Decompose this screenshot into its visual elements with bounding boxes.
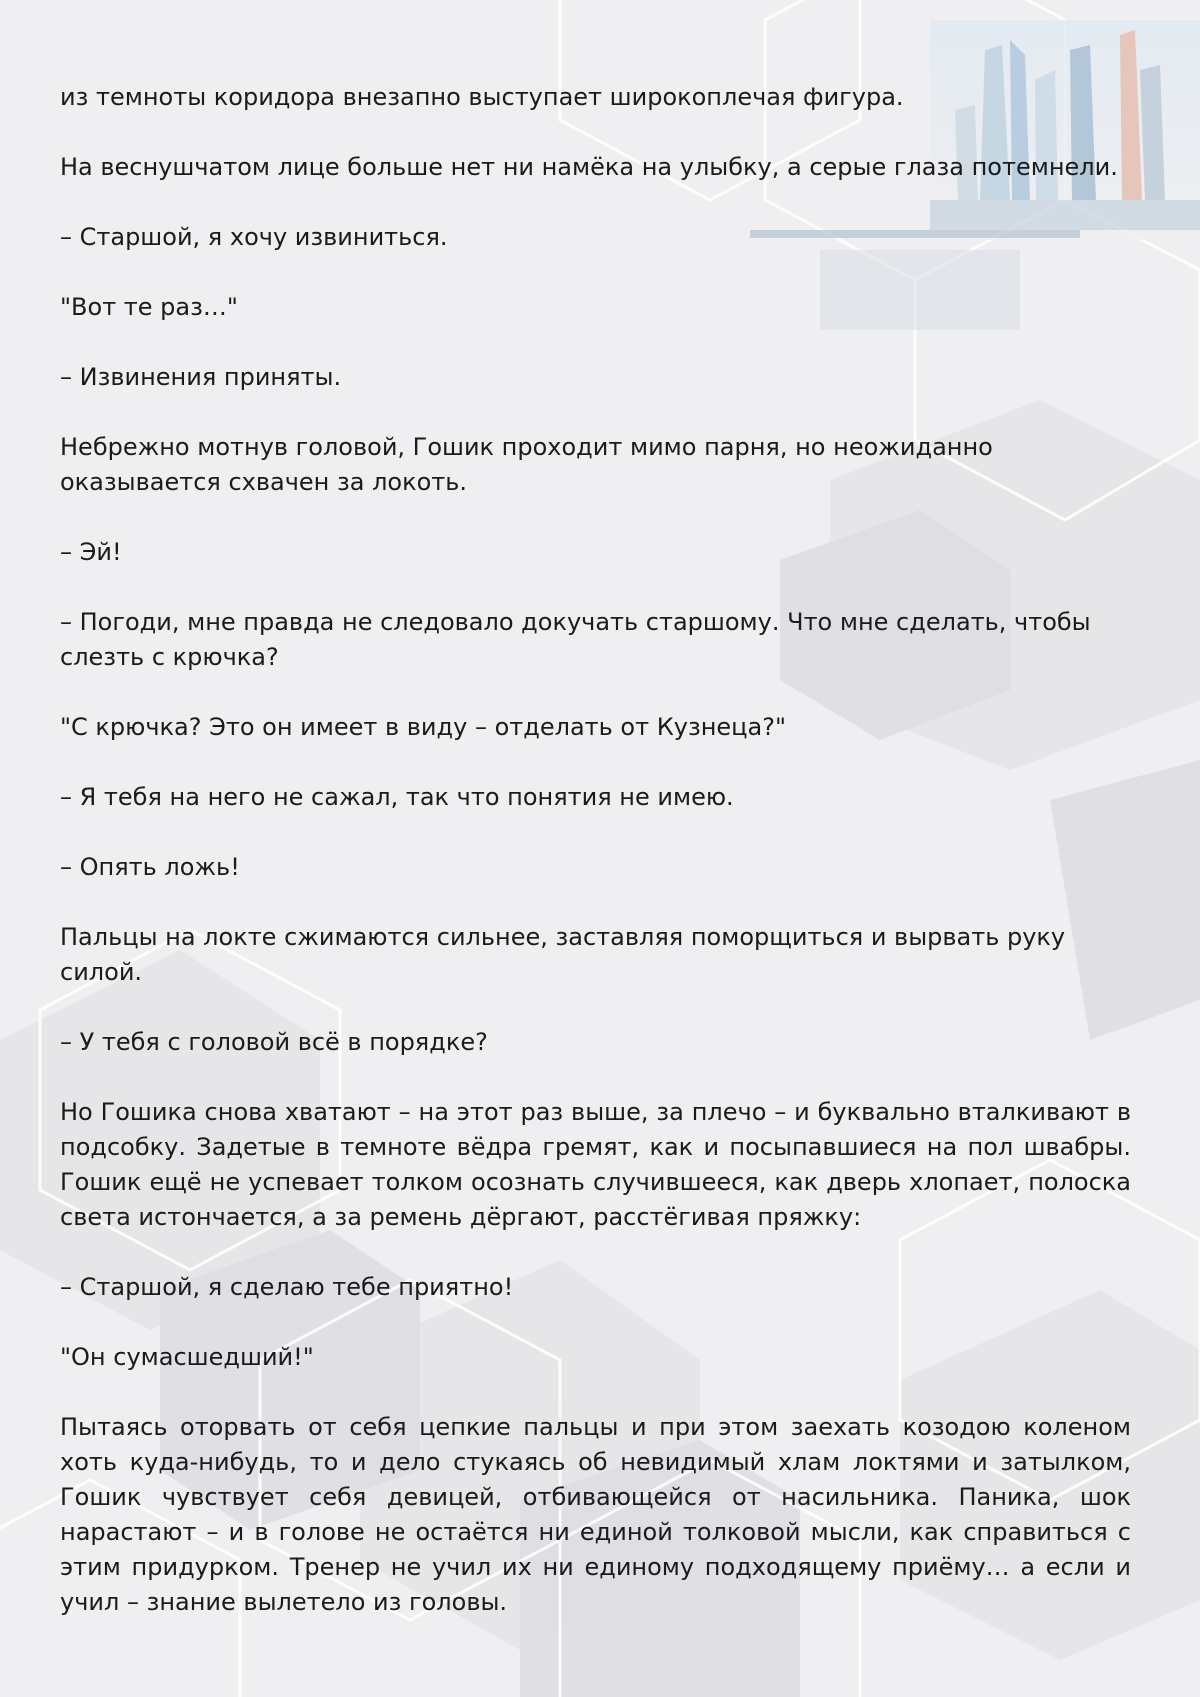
paragraph: "Вот те раз…" xyxy=(60,293,238,321)
paragraph: – У тебя с головой всё в порядке? xyxy=(60,1028,488,1056)
paragraph: – Извинения приняты. xyxy=(60,363,342,391)
paragraph: Пытаясь оторвать от себя цепкие пальцы и при этом заехать козодою коленом хоть куда-нибудь, то и дело стукаясь об невидимый хлам локтями и затылком, Гошик чувствует себя девицей, отбивающейся от насильника. Паника, шок нарастают – и в голове не остаётся ни единой толковой мысли, как справиться с этим придурком. Тренер не учил их ни единому подходящему приёму… а если и учил – знание вылетело из головы. xyxy=(60,1413,1131,1616)
paragraph: Но Гошика снова хватают – на этот раз выше, за плечо – и буквально вталкивают в подсобку. Задетые в темноте вёдра гремят, как и посыпавшиеся на пол швабры. Гошик ещё не успевает толком осознать случившееся, как дверь хлопает, полоска света истончается, а за ремень дёргают, расстёгивая пряжку: xyxy=(60,1098,1131,1231)
page-text xyxy=(60,80,1131,1655)
paragraph: – Старшой, я хочу извиниться. xyxy=(60,223,448,251)
paragraph: из темноты коридора внезапно выступает широкоплечая фигура. xyxy=(60,83,904,111)
paragraph: – Я тебя на него не сажал, так что понятия не имею. xyxy=(60,783,734,811)
paragraph: Небрежно мотнув головой, Гошик проходит мимо парня, но неожиданно оказывается схвачен за локоть. xyxy=(60,433,993,496)
paragraph: – Старшой, я сделаю тебе приятно! xyxy=(60,1273,514,1301)
paragraph: – Эй! xyxy=(60,538,122,566)
paragraph: На веснушчатом лице больше нет ни намёка на улыбку, а серые глаза потемнели. xyxy=(60,153,1118,181)
paragraph: – Погоди, мне правда не следовало докучать старшому. Что мне сделать, чтобы слезть с крючка? xyxy=(60,608,1091,671)
paragraph: Пальцы на локте сжимаются сильнее, заставляя поморщиться и вырвать руку силой. xyxy=(60,923,1066,986)
paragraph: "Он сумасшедший!" xyxy=(60,1343,314,1371)
paragraph: – Опять ложь! xyxy=(60,853,240,881)
paragraph: "С крючка? Это он имеет в виду – отделать от Кузнеца?" xyxy=(60,713,786,741)
